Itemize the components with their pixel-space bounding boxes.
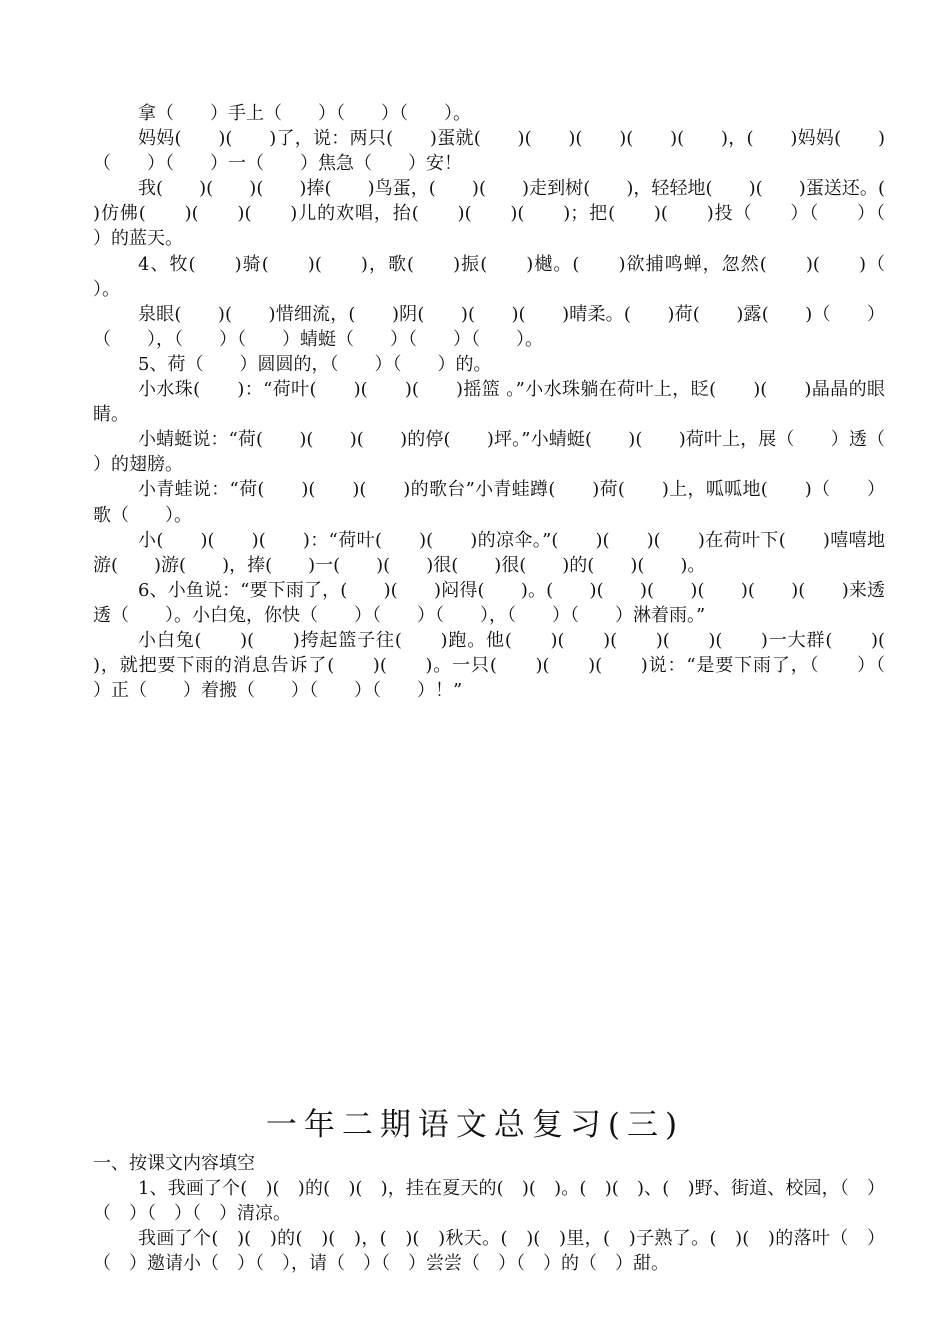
text-line: 小蜻蜓说：“荷( )( )( )的停( )坪。”小蜻蜓( )( )荷叶上，展（ ）透（ ）的翅膀。 (93, 429, 921, 476)
page-title: 一年二期语文总复习(三) (265, 1107, 685, 1143)
text-line: 5、荷（ ）圆圆的，（ ）（ ）的。 (138, 353, 492, 375)
text-line: 泉眼( )( )惜细流，( )阴( )( )( )晴柔。( )荷( )露( )（ ）（ ），（ ）（ ）蜻蜓（ ）（ ）（ ）。 (93, 303, 885, 350)
text-line: 小( )( )( )：“荷叶( )( )的凉伞。”( )( )( )在荷叶下( )嘻嘻地游( )游( )，捧( )一( )( )很( )很( )的( )( )。 (93, 529, 885, 576)
text-line: 拿（ ）手上（ ）（ ）（ ）。 (138, 103, 471, 124)
exercise-text-bottom (93, 1151, 885, 1276)
text-line: 6、小鱼说：“要下雨了，( )( )闷得( )。( )( )( )( )( )( )来透透（ ）。小白兔，你快（ ）（ ）（ ），（ ）（ ）淋着雨。” (93, 579, 885, 626)
text-line: 4、牧( )骑( )( )，歌( )振( )樾。( )欲捕鸣蝉，忽然( )( )（ ）。 (93, 253, 921, 300)
exercise-text-top (93, 101, 921, 703)
text-line: 小水珠( )：“荷叶( )( )( )摇篮 。”小水珠躺在荷叶上，眨( )( )晶晶的眼睛。 (93, 379, 885, 426)
text-line: 妈妈( )( )了，说：两只( )蛋就( )( )( )( )( )，( )妈妈( )（ ）（ ）一（ ）焦急（ ）安！ (93, 128, 885, 175)
text-line: 我( )( )( )捧( )鸟蛋，( )( )走到树( )，轻轻地( )( )蛋送还。( )仿佛( )( )( )儿的欢唱，抬( )( )( )；把( )( )投（ ）（ ）（ ）的蓝天。 (93, 178, 921, 250)
text-line: 小青蛙说：“荷( )( )( )的歌台”小青蛙蹲( )荷( )上，呱呱地( )（ ）歌（ ）。 (93, 479, 885, 526)
text-line: 1、我画了个( )( )的( )( )，挂在夏天的( )( )。( )( )、( )野、街道、校园，（ ）（ ）（ ）（ ）清凉。 (93, 1178, 885, 1225)
section-heading: 一、按课文内容填空 (93, 1153, 255, 1174)
text-line: 小白兔( )( )挎起篮子往( )跑。他( )( )( )( )( )一大群( )( )，就把要下雨的消息告诉了( )( )。一只( )( )( )说：“是要下雨了，（ ）（ ）正（ ）着搬（ ）（ ）（ ）！” (93, 629, 921, 702)
text-line: 我画了个( )( )的( )( )，( )( )秋天。( )( )里，( )子熟了。( )( )的落叶（ ）（ ）邀请小（ ）（ ），请（ ）（ ）尝尝（ ）（ ）的（ ）甜。 (93, 1228, 885, 1275)
